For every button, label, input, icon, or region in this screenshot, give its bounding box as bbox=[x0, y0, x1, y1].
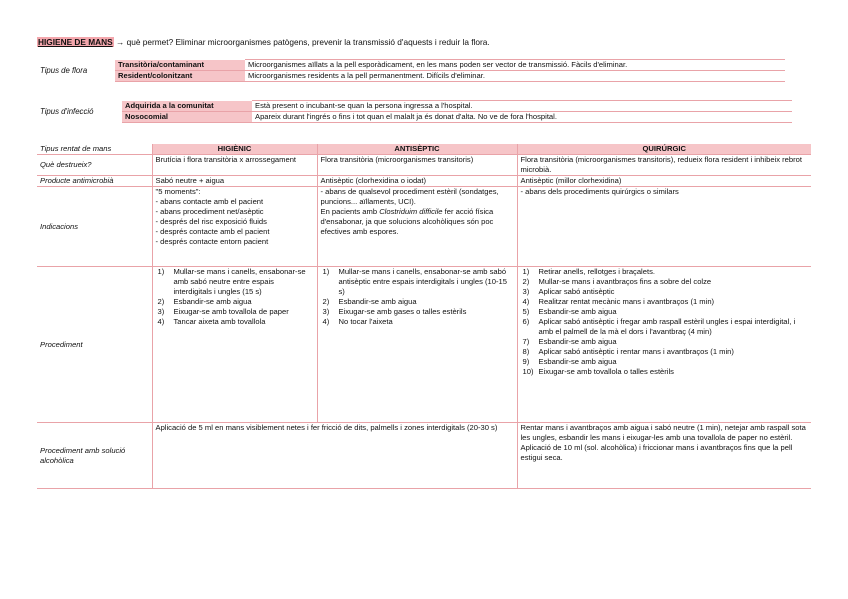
cell-line: Aplicació de 10 ml (sol. alcohòlica) i friccionar mans i avantbraços fins que la pell estigui seca. bbox=[520, 443, 793, 462]
text-italic: Clostriduim difficile bbox=[379, 207, 443, 216]
infeccio-desc: Apareix durant l'ingrés o fins i tot quan el malalt ja és donat d'alta. No ve de fora l'hospital. bbox=[252, 112, 792, 123]
row-label: Indicacions bbox=[37, 187, 152, 267]
table-row bbox=[37, 155, 811, 176]
list-item: 4) Realitzar rentat mecànic mans i avantbraços (1 min) bbox=[522, 297, 715, 306]
list-item: 7) Esbandir-se amb aigua bbox=[522, 337, 617, 346]
cell-text: Brutícia i flora transitòria x arrossegament bbox=[152, 155, 317, 176]
infeccio-name: Adquirida a la comunitat bbox=[122, 101, 252, 112]
flora-name: Transitòria/contaminant bbox=[115, 60, 245, 71]
list-item: 4) Tancar aixeta amb tovallola bbox=[157, 317, 266, 326]
list-item: 3) Eixugar-se amb gases o talles estèrils bbox=[322, 307, 467, 316]
list-item: - abans contacte amb el pacient bbox=[155, 197, 264, 206]
infeccio-name: Nosocomial bbox=[122, 112, 252, 123]
infeccio-label: Tipus d'infecció bbox=[40, 106, 94, 116]
page-title bbox=[37, 37, 490, 47]
list-item: - abans procediment net/asèptic bbox=[155, 207, 264, 216]
cell-text: Flora transitòria (microorganismes transitoris), redueix flora resident i inhibeix rebrot microbià. bbox=[517, 155, 811, 176]
header-quirurgic: QUIRÚRGIC bbox=[517, 144, 811, 155]
flora-desc: Microorganismes residents a la pell permanentment. Difícils d'eliminar. bbox=[245, 71, 785, 82]
infeccio-table bbox=[37, 100, 792, 123]
list-item: 9) Esbandir-se amb aigua bbox=[522, 357, 617, 366]
row-label: Procediment bbox=[37, 267, 152, 423]
list-item: 2) Mullar-se mans i avantbraços fins a sobre del colze bbox=[522, 277, 712, 286]
row-label: Què destrueix? bbox=[37, 155, 152, 176]
list-item: 4) No tocar l'aixeta bbox=[322, 317, 393, 326]
cell-list bbox=[152, 187, 317, 267]
cell-text: Antisèptic (millor clorhexidina) bbox=[517, 176, 811, 187]
infeccio-desc: Està present o incubant-se quan la persona ingressa a l'hospital. bbox=[252, 101, 792, 112]
title-highlight: HIGIENE DE MANS bbox=[38, 37, 113, 47]
cell-line bbox=[321, 207, 514, 237]
flora-desc: Microorganismes aïllats a la pell esporàdicament, en les mans poden ser vector de transmissió. Fàcils d'eliminar. bbox=[245, 60, 785, 71]
cell-text bbox=[317, 187, 517, 267]
table-row bbox=[37, 176, 811, 187]
arrow-icon: → bbox=[116, 37, 125, 47]
title-text: què permet? Eliminar microorganismes patògens, prevenir la transmissió d'aquests i reduir la flora. bbox=[126, 37, 490, 47]
flora-name: Resident/colonitzant bbox=[115, 71, 245, 82]
list-item: 2) Esbandir-se amb aigua bbox=[157, 297, 252, 306]
list-item: 1) Retirar anells, rellotges i braçalets. bbox=[522, 267, 655, 276]
cell-text: Sabó neutre + aigua bbox=[152, 176, 317, 187]
cell-list bbox=[517, 267, 811, 423]
cell-list bbox=[317, 267, 517, 423]
cell-text bbox=[517, 423, 811, 489]
flora-table bbox=[37, 59, 785, 82]
cell-text: Flora transitòria (microorganismes transitoris) bbox=[317, 155, 517, 176]
header-antiseptic: ANTISÈPTIC bbox=[317, 144, 517, 155]
cell-line: - abans de qualsevol procediment estèril (sondatges, puncions... aïllaments, UCI). bbox=[320, 187, 499, 206]
list-item: - després del risc exposició fluids bbox=[155, 217, 267, 226]
list-item: "5 moments": bbox=[155, 187, 201, 196]
list-item: - després contacte amb el pacient bbox=[155, 227, 270, 236]
row-label: Procediment amb solució alcohòlica bbox=[37, 423, 152, 489]
list-item: 1) Mullar-se mans i canells, ensabonar-se amb sabó neutre entre espais interdigitals i ungles (15 s) bbox=[157, 267, 306, 296]
text-part: En pacients amb bbox=[320, 207, 378, 216]
cell-text: Aplicació de 5 ml en mans visiblement netes i fer fricció de dits, palmells i zones interdigitals (20-30 s) bbox=[152, 423, 517, 489]
list-item: 3) Aplicar sabó antisèptic bbox=[522, 287, 615, 296]
table-header-row bbox=[37, 144, 811, 155]
header-higienic: HIGIÈNIC bbox=[152, 144, 317, 155]
cell-list bbox=[152, 267, 317, 423]
list-item: 2) Esbandir-se amb aigua bbox=[322, 297, 417, 306]
list-item: 10) Eixugar-se amb tovallola o talles estèrils bbox=[522, 367, 674, 376]
list-item: 6) Aplicar sabó antisèptic i fregar amb raspall estèril ungles i espai interdigital, i amb el palmell de la mà el dors i l'avantbraç (4 min) bbox=[522, 317, 796, 336]
hand-washing-table bbox=[37, 144, 811, 489]
list-item: - després contacte entorn pacient bbox=[155, 237, 269, 246]
list-item: 3) Eixugar-se amb tovallola de paper bbox=[157, 307, 289, 316]
list-item: 1) Mullar-se mans i canells, ensabonar-se amb sabó antisèptic entre espais interdigitals i ungles (10-15 s) bbox=[322, 267, 507, 296]
header-label: Tipus rentat de mans bbox=[37, 144, 152, 155]
list-item: 8) Aplicar sabó antisèptic i rentar mans i avantbraços (1 min) bbox=[522, 347, 734, 356]
table-row bbox=[37, 187, 811, 267]
flora-label: Tipus de flora bbox=[40, 65, 88, 75]
table-row bbox=[37, 267, 811, 423]
cell-text: - abans dels procediments quirúrgics o similars bbox=[517, 187, 811, 267]
text-part: fer acció física d'ensabonar, ja que solucions alcohòliques són poc efectives amb espores. bbox=[320, 207, 494, 236]
table-row bbox=[37, 423, 811, 489]
row-label: Producte antimicrobià bbox=[37, 176, 152, 187]
cell-line: Rentar mans i avantbraços amb aigua i sabó neutre (1 min), netejar amb raspall sota les ungles, esbandir les mans i eixugar-les amb una tovallola de paper no estèril. bbox=[520, 423, 806, 442]
list-item: 5) Esbandir-se amb aigua bbox=[522, 307, 617, 316]
cell-text: Antisèptic (clorhexidina o iodat) bbox=[317, 176, 517, 187]
